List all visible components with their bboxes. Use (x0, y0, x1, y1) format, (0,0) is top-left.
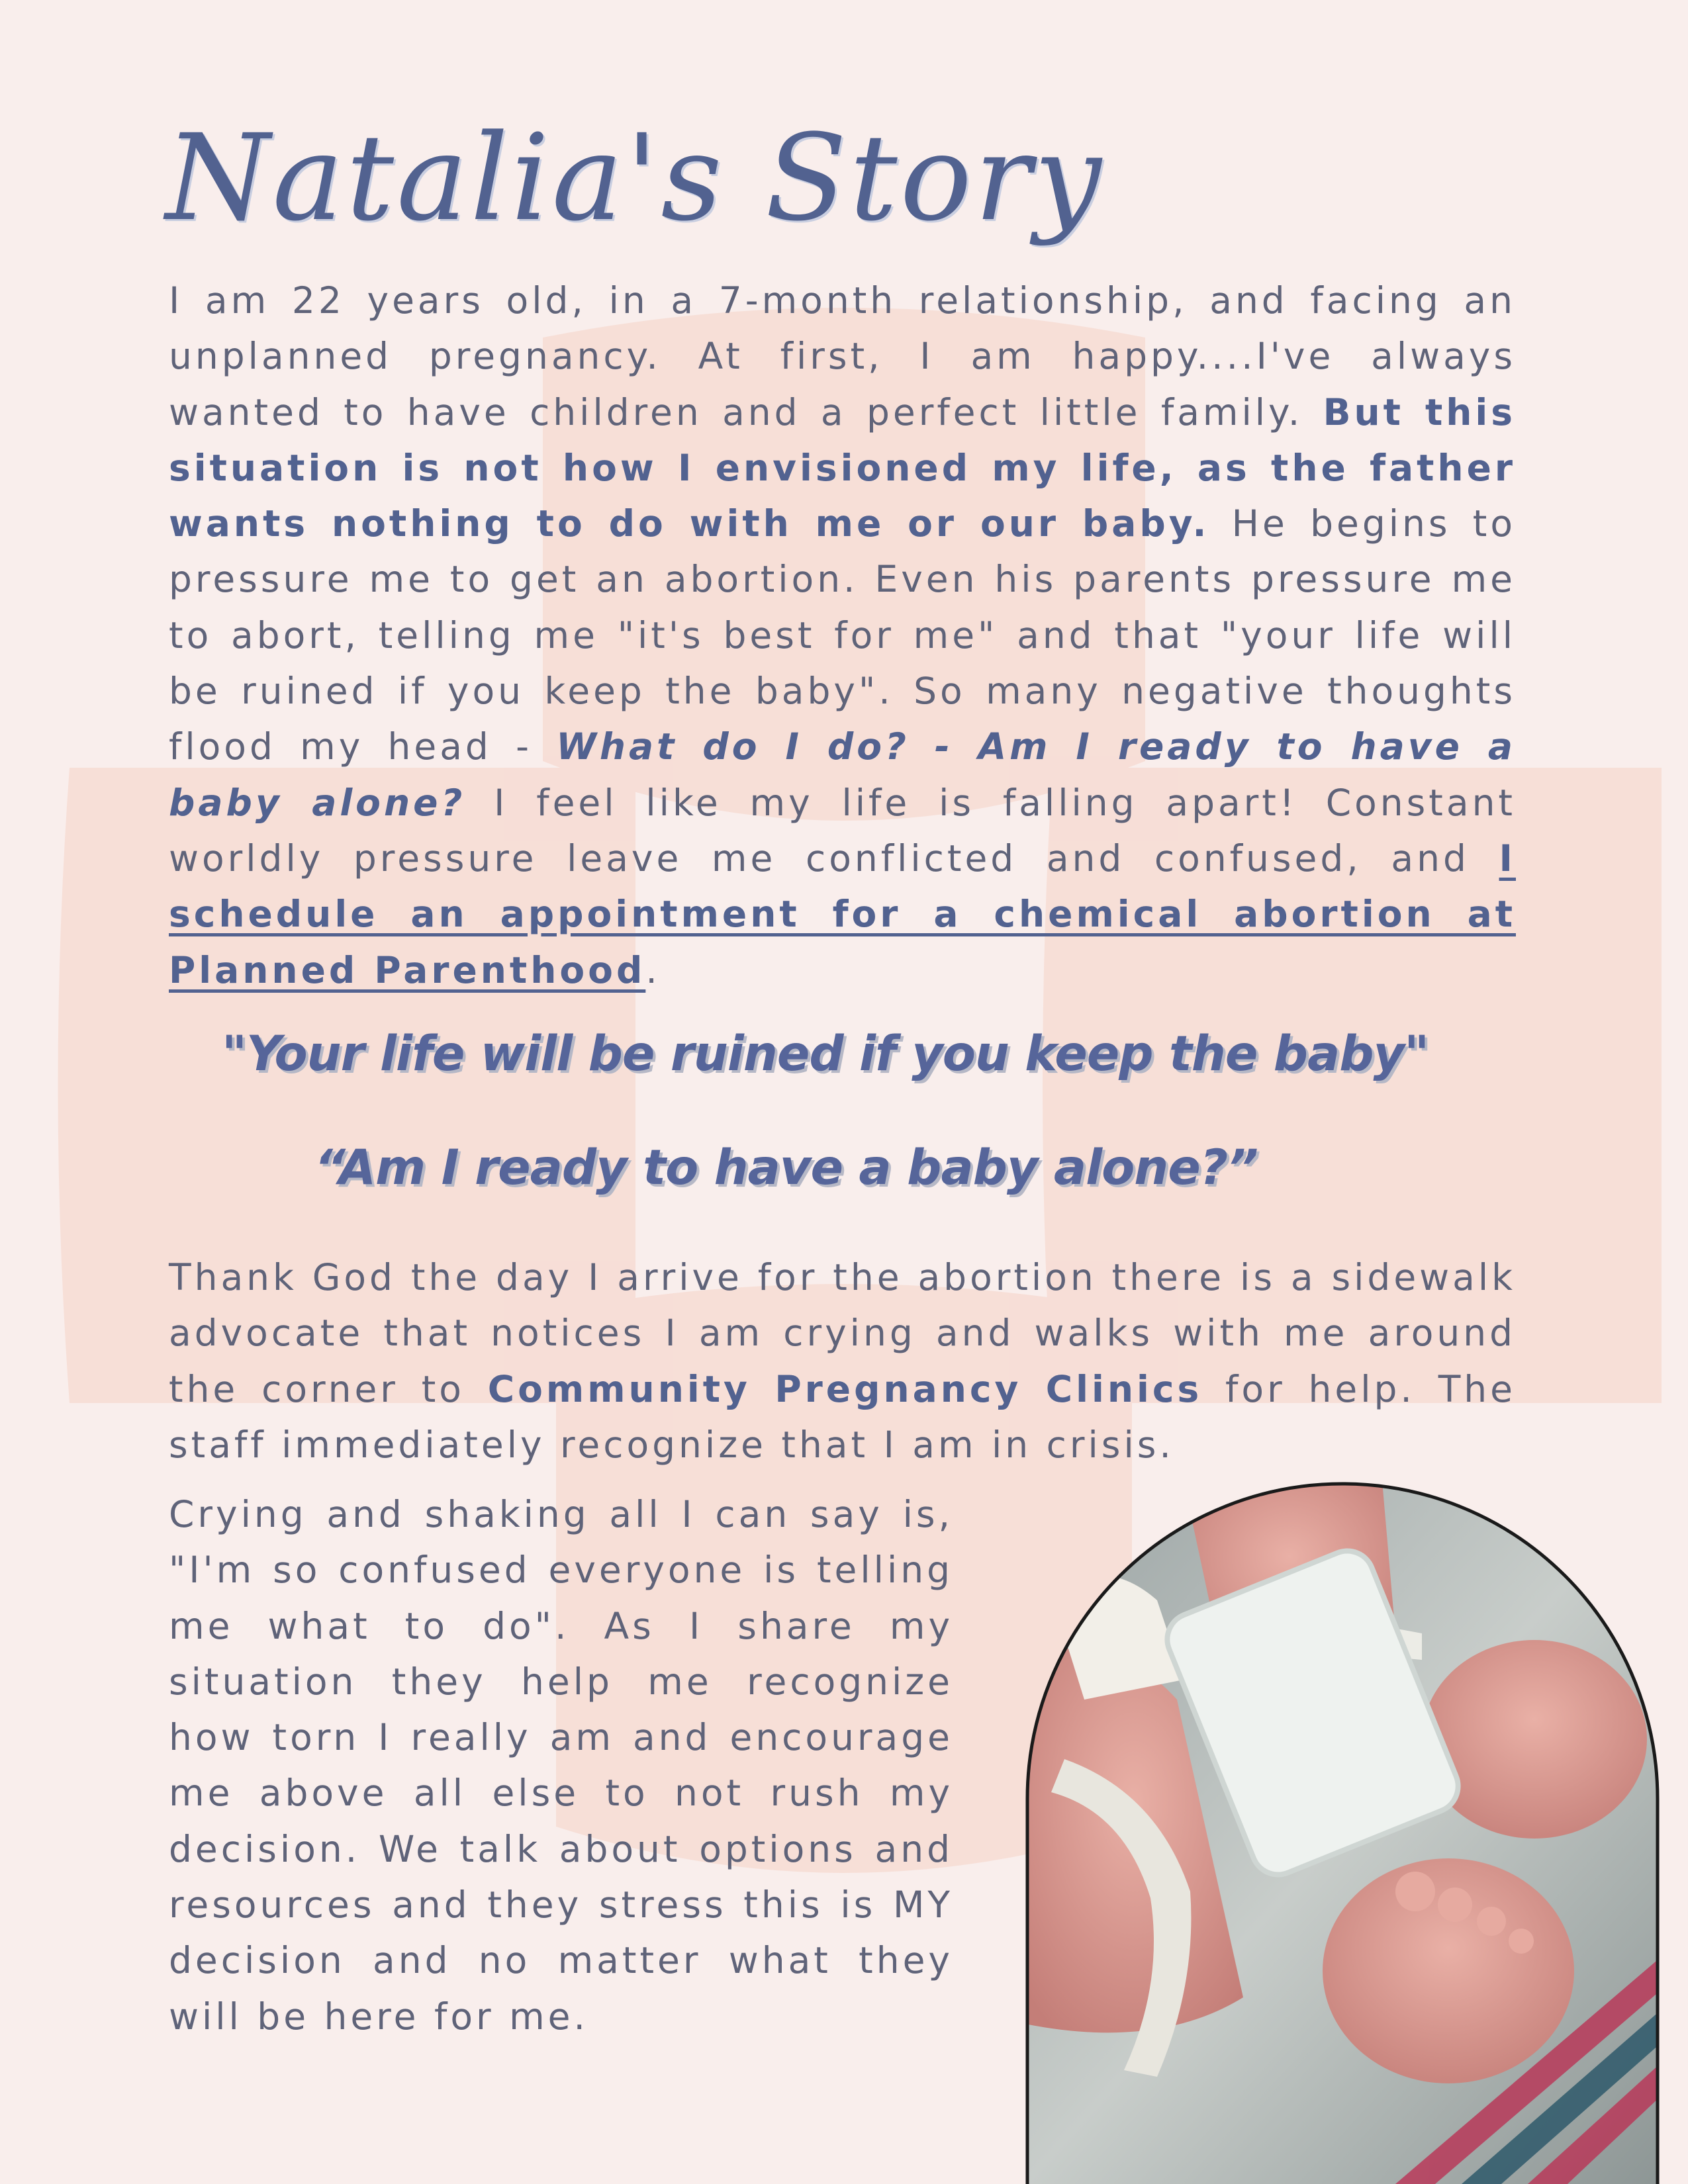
story-paragraph-1 (169, 273, 1516, 998)
newborn-feet-photo-icon (1025, 1481, 1660, 2184)
pull-quote-2: “Am I ready to have a baby alone?” (314, 1140, 1258, 1196)
p1-bold-text: But this situation is not how I envisioned my life, as the father wants nothing to do with me or our baby. (169, 390, 1516, 545)
pull-quote-1: "Your life will be ruined if you keep the baby" (222, 1026, 1429, 1082)
story-paragraph-3: Crying and shaking all I can say is, "I'm so confused everyone is telling me what to do". As I share my situation they help me recognize how torn I really am and encourage me above all else to not rush my decision. We talk about options and resources and they stress this is MY decision and no matter what they will be here for me. (169, 1493, 953, 2038)
p1-italic-questions: What do I do? - Am I ready to have a baby alone? (169, 725, 1516, 824)
p1-intro-text: I am 22 years old, in a 7-month relationship, and facing an unplanned pregnancy. At first, I am happy....I've always wanted to have children and a perfect little family. (169, 279, 1516, 433)
p2-clinic-name: Community Pregnancy Clinics (487, 1367, 1203, 1410)
baby-foot-upper (1422, 1640, 1647, 1839)
p1-after-text: I feel like my life is falling apart! Constant worldly pressure leave me conflicted and confused, and (169, 781, 1517, 880)
story-paragraph-2 (169, 1250, 1516, 1473)
p1-middle-text: He begins to pressure me to get an abortion. Even his parents pressure me to abort, telling me "it's best for me" and that "your life will be ruined if you keep the baby". So many negative thoughts flood my head - (169, 502, 1516, 768)
p1-period: . (645, 948, 661, 991)
page-title: Natalia's Story (165, 109, 1104, 248)
p1-underlined-text: I schedule an appointment for a chemical abortion at Planned Parenthood (169, 837, 1516, 991)
p2-end-text: for help. The staff immediately recognize that I am in crisis. (169, 1367, 1516, 1466)
p2-intro-text: Thank God the day I arrive for the abortion there is a sidewalk advocate that notices I am crying and walks with me around the corner to (169, 1256, 1516, 1410)
